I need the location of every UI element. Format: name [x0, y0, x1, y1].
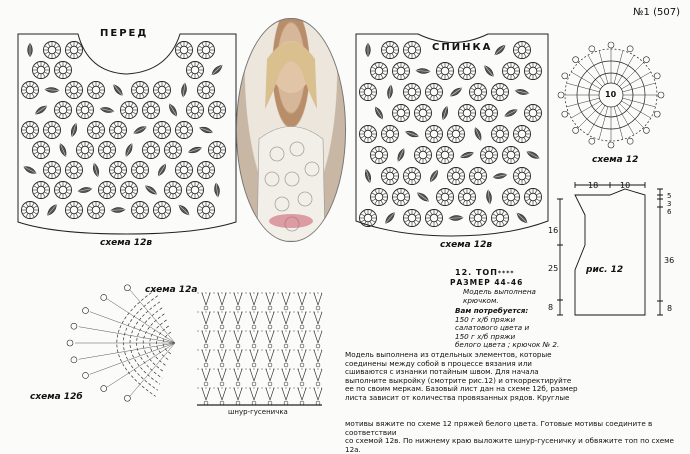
needs-line-2: салатового цвета и	[455, 323, 530, 333]
fig12-diagram	[545, 175, 685, 325]
model-desc	[463, 288, 536, 305]
body-line-1: Модель выполнена из отдельных элементов, которые	[345, 350, 552, 359]
fig12-right-dim-4: 36	[664, 256, 675, 265]
article-number: 12.	[455, 268, 473, 277]
fig12-right-dim-3: 6	[667, 208, 672, 216]
back-diagram	[348, 26, 558, 246]
back-title: СПИНКА	[432, 42, 493, 53]
article-heading	[455, 268, 514, 277]
bottom-line-1: мотивы вяжите по схеме 12 пряжей белого цвета. Готовые мотивы соедините в соответствии	[345, 419, 653, 437]
article-stars: ****	[497, 270, 515, 277]
issue-number: №1 (507)	[633, 7, 680, 18]
model-line-2: крючком.	[463, 295, 499, 305]
fig12-left-dim-3: 8	[548, 303, 554, 312]
size-label: РАЗМЕР	[450, 278, 491, 287]
motif-scheme-label: схема 12	[592, 155, 639, 165]
scheme12a-label-left: схема 12а	[145, 285, 198, 295]
front-title: ПЕРЕД	[100, 28, 149, 39]
fig12-left-dim-2: 25	[548, 264, 559, 273]
fig12-right-dim-5: 8	[667, 304, 673, 313]
body-line-3: сшиваются с изнанки потайным швом. Для начала	[345, 367, 539, 377]
cord-label: шнур-гусеничка	[228, 408, 288, 416]
fig12-right-dim-2: 3	[667, 200, 672, 208]
fig12-top-dim-2: 10	[620, 181, 631, 190]
fig12-right-dim-1: 5	[667, 192, 672, 200]
article-body	[345, 351, 685, 403]
front-diagram	[8, 22, 248, 257]
body-line-5: ее по своим меркам. Базовый лист дан на схеме 12б, размер	[345, 384, 578, 394]
fig12-top-dim-1: 18	[588, 181, 599, 190]
needs-title: Вам потребуется:	[455, 306, 529, 315]
needs-line-3: 150 г х/б пряжи	[455, 331, 516, 341]
size-value: 44-46	[494, 278, 524, 287]
scheme12a-diagram	[192, 283, 327, 415]
article-size	[450, 278, 523, 287]
front-scheme-label: схема 12в	[100, 238, 153, 248]
body-line-2: соединены между собой в процессе вязания или	[345, 358, 532, 368]
needs-block	[455, 307, 559, 350]
bottom-line-2: со схемой 12в. По нижнему краю выложите шнур-гусеничку и обвяжите топ по схеме 12а.	[345, 436, 674, 454]
fig12-label: рис. 12	[586, 265, 624, 275]
needs-line-4: белого цвета ; крючок № 2.	[455, 340, 560, 350]
model-photo	[236, 18, 346, 242]
article-name: ТОП	[475, 268, 498, 277]
fig12-left-dim-1: 16	[548, 226, 559, 235]
article-bottom	[345, 420, 685, 454]
model-line-1: Модель выполнена	[463, 287, 536, 296]
body-line-4: выполните выкройку (смотрите рис.12) и откорректируйте	[345, 375, 572, 385]
needs-line-1: 150 г х/б пряжи	[455, 314, 516, 324]
scheme12b-label: схема 12б	[30, 392, 83, 402]
back-scheme-label: схема 12в	[440, 240, 493, 250]
body-line-6: листа зависит от количества провязанных рядов. Круглые	[345, 392, 570, 402]
motif-center-number: 10	[605, 90, 617, 99]
